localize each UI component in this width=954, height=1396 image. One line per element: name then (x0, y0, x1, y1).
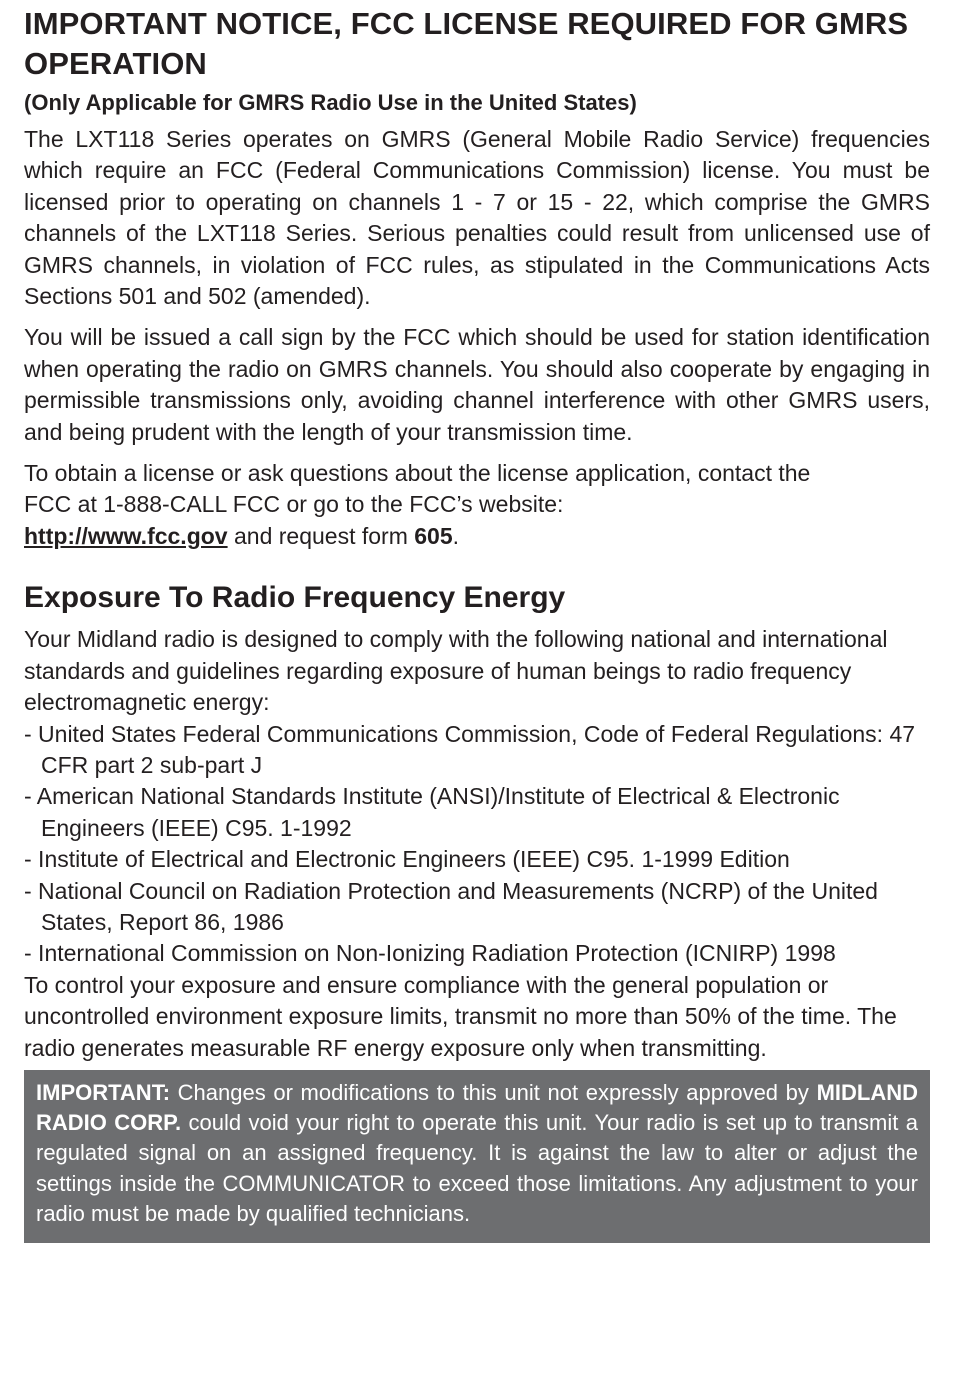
gmrs-notice-subtitle: (Only Applicable for GMRS Radio Use in the United States) (24, 90, 637, 115)
rf-exposure-intro: Your Midland radio is designed to comply with the following national and international standards and guidelines regarding exposure of human beings to radio frequency electromagnetic energy: (24, 626, 888, 716)
standards-list (24, 719, 930, 970)
important-notice-text (36, 1078, 918, 1229)
rf-exposure-title: Exposure To Radio Frequency Energy (24, 581, 566, 615)
contact-end-punctuation: . (452, 522, 460, 549)
important-notice-box (24, 1070, 930, 1243)
contact-line-2: FCC at 1-888-CALL FCC or go to the FCC’s website: (24, 491, 564, 518)
gmrs-license-section (24, 4, 930, 552)
notice-text-part-1: Changes or modifications to this unit not expressly approved by (170, 1079, 817, 1105)
notice-text-part-2: could void your right to operate this unit. Your radio is set up to transmit a regulated signal on an assigned frequency. It is against the law to alter or adjust the settings inside the COMMUNICATOR to exceed those limitations. Any adjustment to your radio must be made by qualified technicians. (36, 1110, 918, 1226)
standards-list-item: - International Commission on Non-Ionizing Radiation Protection (ICNIRP) 1998 (24, 940, 836, 967)
contact-request-text: and request form (227, 522, 415, 549)
standards-list-item: - Institute of Electrical and Electronic Engineers (IEEE) C95. 1-1999 Edition (24, 846, 790, 873)
gmrs-paragraph-license: The LXT118 Series operates on GMRS (General Mobile Radio Service) frequencies which require an FCC (Federal Communications Commission) license. You must be licensed prior to operating on channels 1 - 7 or 15 - 22, which comprise the GMRS channels of the LXT118 Series. Serious penalties could result from unlicensed use of GMRS channels, in violation of FCC rules, as stipulated in the Communications Acts Sections 501 and 502 (amended). (24, 126, 930, 310)
gmrs-notice-title: IMPORTANT NOTICE, FCC LICENSE REQUIRED FOR GMRS OPERATION (24, 6, 909, 81)
manual-page (24, 0, 930, 1243)
fcc-website-link[interactable]: http://www.fcc.gov (24, 522, 228, 549)
form-number: 605 (414, 522, 453, 549)
rf-exposure-section (24, 578, 930, 1064)
standards-list-item: - United States Federal Communications Commission, Code of Federal Regulations: 47 CFR part 2 sub-part J (24, 720, 916, 778)
gmrs-paragraph-call-sign: You will be issued a call sign by the FCC which should be used for station identification when operating the radio on GMRS channels. You should also cooperate by engaging in permissible transmissions only, avoiding channel interference with other GMRS users, and being prudent with the length of your transmission time. (24, 324, 930, 445)
gmrs-paragraph-contact (24, 458, 930, 552)
company-name: MIDLAND RADIO CORP. (36, 1079, 918, 1136)
standards-list-item: - American National Standards Institute (ANSI)/Institute of Electrical & Electronic Engineers (IEEE) C95. 1-1992 (24, 783, 840, 841)
contact-line-1: To obtain a license or ask questions about the license application, contact the (24, 460, 811, 487)
important-label: IMPORTANT: (36, 1079, 171, 1105)
standards-list-item: - National Council on Radiation Protection and Measurements (NCRP) of the United States, Report 86, 1986 (24, 877, 878, 935)
rf-exposure-closing: To control your exposure and ensure compliance with the general population or uncontrolled environment exposure limits, transmit no more than 50% of the time. The radio generates measurable RF energy exposure only when transmitting. (24, 971, 897, 1061)
